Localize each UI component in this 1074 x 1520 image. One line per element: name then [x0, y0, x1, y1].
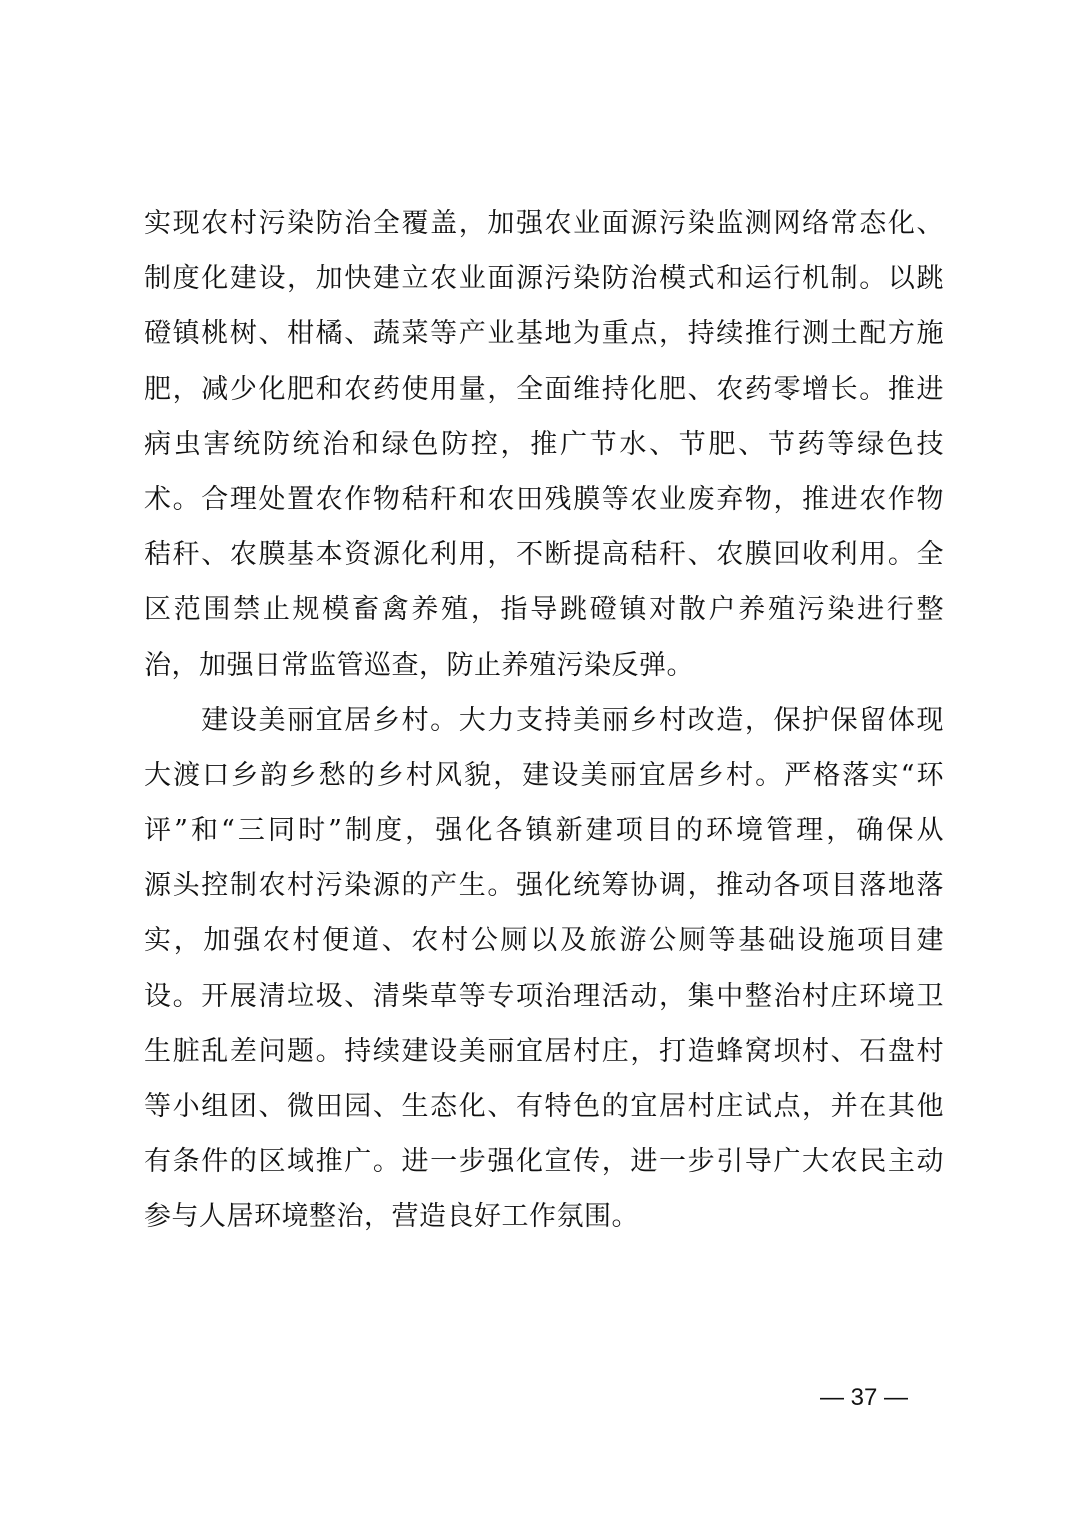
text-line: 有条件的区域推广。进一步强化宣传，进一步引导广大农民主动 — [144, 1146, 944, 1178]
text-line: 参与人居环境整治，营造良好工作氛围。 — [144, 1201, 639, 1233]
page-number: — 37 — — [820, 1384, 909, 1411]
paragraph-1 — [144, 196, 944, 693]
text-line: 生脏乱差问题。持续建设美丽宜居村庄，打造蜂窝坝村、石盘村 — [144, 1035, 944, 1067]
text-line: 等小组团、微田园、生态化、有特色的宜居村庄试点，并在其他 — [144, 1091, 944, 1122]
text-line: 实现农村污染防治全覆盖，加强农业面源污染监测网络常态化、 — [144, 208, 944, 239]
text-line: 建设美丽宜居乡村。大力支持美丽乡村改造，保护保留体现 — [144, 704, 944, 736]
paragraph-2 — [144, 693, 944, 1245]
text-line: 大渡口乡韵乡愁的乡村风貌，建设美丽宜居乡村。严格落实“环 — [144, 759, 944, 791]
body-text — [144, 196, 944, 1245]
text-line: 秸秆、农膜基本资源化利用，不断提高秸秆、农膜回收利用。全 — [144, 539, 944, 571]
text-line: 治，加强日常监管巡查，防止养殖污染反弹。 — [144, 649, 694, 681]
text-line: 实，加强农村便道、农村公厕以及旅游公厕等基础设施项目建 — [144, 925, 944, 957]
text-line: 术。合理处置农作物秸秆和农田残膜等农业废弃物，推进农作物 — [144, 483, 944, 515]
text-line: 磴镇桃树、柑橘、蔬菜等产业基地为重点，持续推行测土配方施 — [144, 318, 944, 350]
text-line: 评”和“三同时”制度，强化各镇新建项目的环境管理，确保从 — [144, 815, 944, 847]
text-line: 源头控制农村污染源的产生。强化统筹协调，推动各项目落地落 — [144, 870, 944, 902]
text-line: 肥，减少化肥和农药使用量，全面维持化肥、农药零增长。推进 — [144, 373, 944, 405]
text-line: 病虫害统防统治和绿色防控，推广节水、节肥、节药等绿色技 — [144, 428, 944, 460]
text-line: 制度化建设，加快建立农业面源污染防治模式和运行机制。以跳 — [144, 263, 944, 295]
text-line: 设。开展清垃圾、清柴草等专项治理活动，集中整治村庄环境卫 — [144, 980, 944, 1012]
text-line: 区范围禁止规模畜禽养殖，指导跳磴镇对散户养殖污染进行整 — [144, 594, 944, 626]
